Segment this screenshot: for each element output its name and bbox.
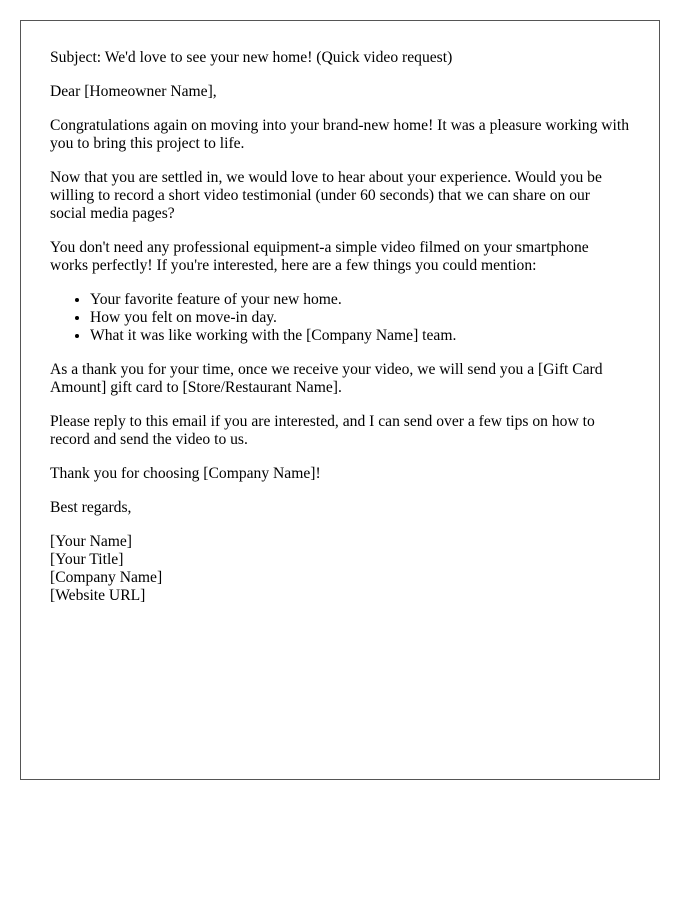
paragraph-gift-card: As a thank you for your time, once we receive your video, we will send you a [Gift Card Amount] gift card to [Store/Restaurant Name]. (50, 361, 603, 396)
signature-block (50, 533, 630, 605)
list-item: • Your favorite feature of your new home. (90, 291, 630, 309)
letter-page (20, 20, 660, 780)
suggestion-list (50, 291, 630, 345)
list-item: • What it was like working with the [Company Name] team. (90, 327, 630, 345)
signature-company: [Company Name] (50, 569, 163, 586)
paragraph-congratulations: Congratulations again on moving into your brand-new home! It was a pleasure working with you to bring this project to life. (50, 117, 630, 152)
paragraph-thanks: Thank you for choosing [Company Name]! (50, 465, 321, 482)
signature-website: [Website URL] (50, 587, 146, 604)
paragraph-reply: Please reply to this email if you are interested, and I can send over a few tips on how to record and send the video to us. (50, 413, 595, 448)
greeting: Dear [Homeowner Name], (50, 83, 217, 100)
signature-title: [Your Title] (50, 551, 124, 568)
paragraph-request: Now that you are settled in, we would love to hear about your experience. Would you be willing to record a short video testimonial (under 60 seconds) that we can share on our social media pages? (50, 169, 602, 222)
email-subject: Subject: We'd love to see your new home! (Quick video request) (50, 49, 453, 66)
letter-body (50, 49, 630, 605)
sign-off: Best regards, (50, 499, 132, 516)
list-item: • How you felt on move-in day. (90, 309, 630, 327)
paragraph-equipment: You don't need any professional equipment-a simple video filmed on your smartphone works perfectly! If you're interested, here are a few things you could mention: (50, 239, 589, 274)
signature-name: [Your Name] (50, 533, 133, 550)
